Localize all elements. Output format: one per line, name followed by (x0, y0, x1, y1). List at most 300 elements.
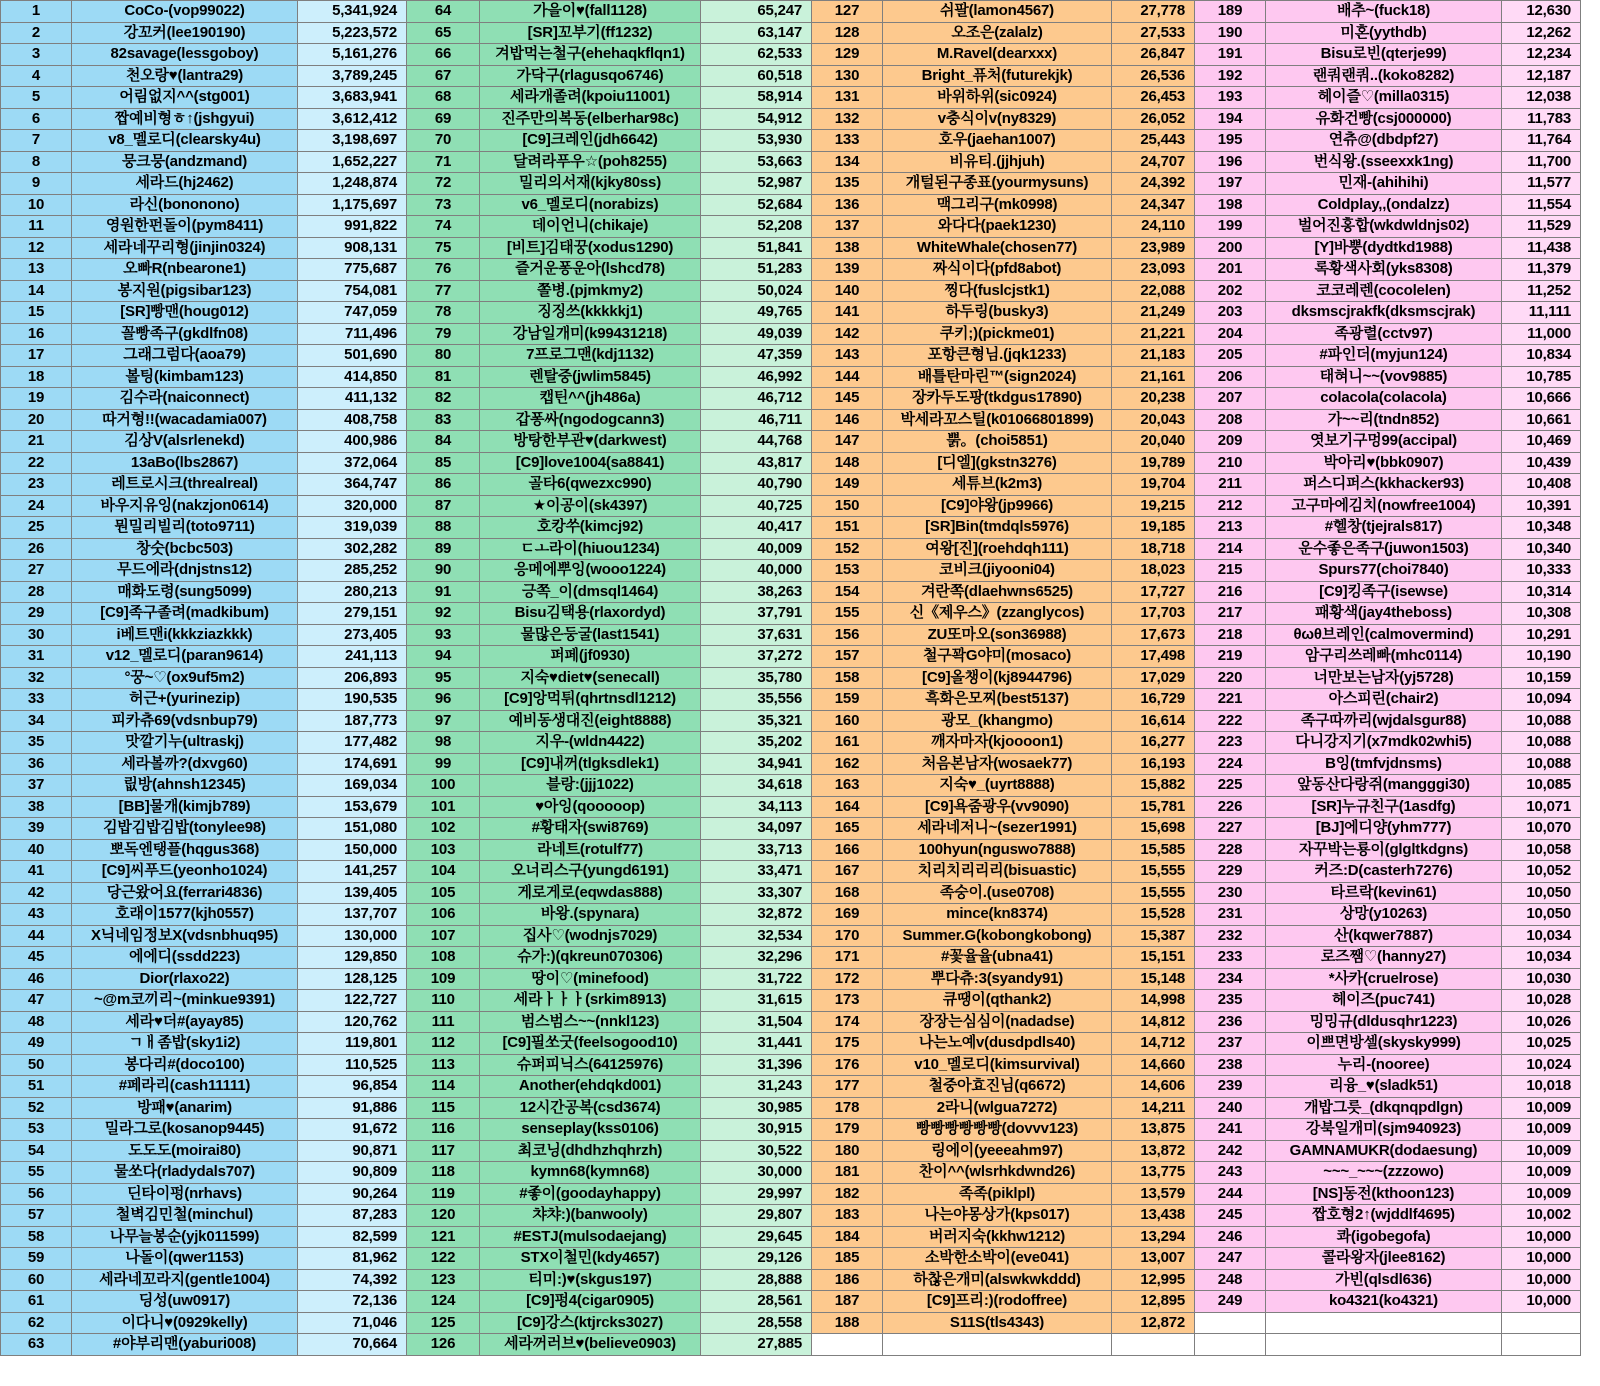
player-name-cell: 어림없지^^(stg001) (72, 87, 297, 108)
score-cell: 90,871 (298, 1141, 406, 1162)
score-cell: 141,257 (298, 861, 406, 882)
player-name-cell: M.Ravel(dearxxx) (883, 44, 1111, 65)
rank-cell: 102 (407, 818, 479, 839)
rank-cell: 20 (1, 410, 71, 431)
score-cell: 10,002 (1502, 1205, 1580, 1226)
rank-cell: 234 (1195, 969, 1265, 990)
rank-cell: 132 (812, 109, 882, 130)
score-cell: 11,529 (1502, 216, 1580, 237)
score-cell: 91,886 (298, 1098, 406, 1119)
player-name-cell: 찡다(fuslcjstk1) (883, 281, 1111, 302)
rank-cell: 53 (1, 1119, 71, 1140)
score-cell: 908,131 (298, 238, 406, 259)
score-cell: 10,085 (1502, 775, 1580, 796)
rank-cell: 43 (1, 904, 71, 925)
player-name-cell: [C9]족구졸려(madkibum) (72, 603, 297, 624)
score-cell: 10,408 (1502, 474, 1580, 495)
score-cell: 47,359 (701, 345, 811, 366)
rank-cell: 38 (1, 797, 71, 818)
score-cell: 34,113 (701, 797, 811, 818)
player-name-cell: 랜쿼랜쿼..(koko8282) (1266, 66, 1501, 87)
rank-cell: 25 (1, 517, 71, 538)
rank-cell: 11 (1, 216, 71, 237)
score-cell: 14,606 (1112, 1076, 1194, 1097)
rank-cell: 228 (1195, 840, 1265, 861)
player-name-cell: 라신(bononono) (72, 195, 297, 216)
rank-cell: 143 (812, 345, 882, 366)
player-name-cell: 뭔밀리빌리(toto9711) (72, 517, 297, 538)
rank-cell: 169 (812, 904, 882, 925)
player-name-cell: 응메에뿌잉(wooo1224) (480, 560, 700, 581)
rank-cell: 9 (1, 173, 71, 194)
rank-cell: 244 (1195, 1184, 1265, 1205)
rank-cell: 206 (1195, 367, 1265, 388)
player-name-cell: 짜식이다(pfd8abot) (883, 259, 1111, 280)
player-name-cell: 집사♡(wodnjs7029) (480, 926, 700, 947)
score-cell: 130,000 (298, 926, 406, 947)
player-name-cell: 골타6(qwezxc990) (480, 474, 700, 495)
rank-cell: 145 (812, 388, 882, 409)
rank-cell: 175 (812, 1033, 882, 1054)
player-name-cell: Bisu김택용(rlaxordyd) (480, 603, 700, 624)
score-cell: 19,215 (1112, 496, 1194, 517)
rank-cell: 119 (407, 1184, 479, 1205)
player-name-cell: 빵빵빵빵빵빵(dovvv123) (883, 1119, 1111, 1140)
score-cell: 15,585 (1112, 840, 1194, 861)
rank-cell: 156 (812, 625, 882, 646)
score-cell: 10,661 (1502, 410, 1580, 431)
score-cell: 10,050 (1502, 904, 1580, 925)
rank-cell: 181 (812, 1162, 882, 1183)
player-name-cell: 천오랑♥(lantra29) (72, 66, 297, 87)
score-cell: 10,009 (1502, 1119, 1580, 1140)
player-name-cell: 세라개졸려(kpoiu11001) (480, 87, 700, 108)
score-cell: 241,113 (298, 646, 406, 667)
score-cell: 24,110 (1112, 216, 1194, 237)
score-cell: 110,525 (298, 1055, 406, 1076)
player-name-cell: 쉬팔(lamon4567) (883, 1, 1111, 22)
rank-cell: 49 (1, 1033, 71, 1054)
score-cell: 129,850 (298, 947, 406, 968)
rank-cell: 32 (1, 668, 71, 689)
rank-cell: 174 (812, 1012, 882, 1033)
rank-cell: 224 (1195, 754, 1265, 775)
rank-cell: 117 (407, 1141, 479, 1162)
player-name-cell: 미혼(yythdb) (1266, 23, 1501, 44)
score-cell: 46,712 (701, 388, 811, 409)
player-name-cell: 봉지원(pigsibar123) (72, 281, 297, 302)
score-cell: 10,088 (1502, 711, 1580, 732)
rank-cell: 3 (1, 44, 71, 65)
player-name-cell: [BB]물개(kimjb789) (72, 797, 297, 818)
rank-cell: 93 (407, 625, 479, 646)
score-cell: 12,262 (1502, 23, 1580, 44)
rank-cell: 193 (1195, 87, 1265, 108)
player-name-cell: 강남일개미(k99431218) (480, 324, 700, 345)
score-cell: 53,663 (701, 152, 811, 173)
score-cell: 11,000 (1502, 324, 1580, 345)
player-name-cell: 나는노예v(dusdpdls40) (883, 1033, 1111, 1054)
player-name-cell: 헤이즈(puc741) (1266, 990, 1501, 1011)
player-name-cell: 암구리쓰레빠(mhc0114) (1266, 646, 1501, 667)
score-cell: 10,159 (1502, 668, 1580, 689)
player-name-cell: 태혀니~~(vov9885) (1266, 367, 1501, 388)
score-cell: 1,175,697 (298, 195, 406, 216)
rank-cell: 31 (1, 646, 71, 667)
player-name-cell: 벌어진홍합(wkdwldnjs02) (1266, 216, 1501, 237)
rank-cell: 64 (407, 1, 479, 22)
score-cell: 49,039 (701, 324, 811, 345)
score-cell: 38,263 (701, 582, 811, 603)
player-name-cell: 찬이^^(wlsrhkdwnd26) (883, 1162, 1111, 1183)
score-cell: 10,071 (1502, 797, 1580, 818)
rank-cell: 125 (407, 1313, 479, 1334)
score-cell: 51,283 (701, 259, 811, 280)
player-name-cell: 신《제우스》(zzanglycos) (883, 603, 1111, 624)
rank-cell: 7 (1, 130, 71, 151)
player-name-cell: 범스범스~~(nnkl123) (480, 1012, 700, 1033)
rank-cell: 173 (812, 990, 882, 1011)
score-cell: 747,059 (298, 302, 406, 323)
player-name-cell: 바왕.(spynara) (480, 904, 700, 925)
rank-cell: 166 (812, 840, 882, 861)
player-name-cell: 긍쪽_이(dmsql1464) (480, 582, 700, 603)
score-cell: 400,986 (298, 431, 406, 452)
rank-cell: 192 (1195, 66, 1265, 87)
rank-cell: 167 (812, 861, 882, 882)
player-name-cell: 박아리♥(bbk0907) (1266, 453, 1501, 474)
player-name-cell: ~@m코끼리~(minkue9391) (72, 990, 297, 1011)
rank-cell: 202 (1195, 281, 1265, 302)
score-cell: 26,847 (1112, 44, 1194, 65)
player-name-cell: 매화도령(sung5099) (72, 582, 297, 603)
rank-cell: 183 (812, 1205, 882, 1226)
score-cell: 65,247 (701, 1, 811, 22)
rank-cell: 62 (1, 1313, 71, 1334)
score-cell: 90,809 (298, 1162, 406, 1183)
player-name-cell: 지숙♥_(uyrt8888) (883, 775, 1111, 796)
score-cell: 10,308 (1502, 603, 1580, 624)
score-cell: 15,528 (1112, 904, 1194, 925)
rank-cell: 114 (407, 1076, 479, 1097)
rank-cell: 86 (407, 474, 479, 495)
rank-cell: 150 (812, 496, 882, 517)
empty-cell (1195, 1313, 1265, 1334)
score-cell: 40,009 (701, 539, 811, 560)
rank-cell: 211 (1195, 474, 1265, 495)
player-name-cell: 소박한소박이(eve041) (883, 1248, 1111, 1269)
player-name-cell: 오너리스구(yungd6191) (480, 861, 700, 882)
player-name-cell: 광모_(khangmo) (883, 711, 1111, 732)
score-cell: 40,790 (701, 474, 811, 495)
score-cell: 279,151 (298, 603, 406, 624)
player-name-cell: 개밥그릇_(dkqnqpdlgn) (1266, 1098, 1501, 1119)
player-name-cell: 버러지숙(kkhw1212) (883, 1227, 1111, 1248)
player-name-cell: 피카츄69(vdsnbup79) (72, 711, 297, 732)
player-name-cell: [C9]씨푸드(yeonho1024) (72, 861, 297, 882)
score-cell: 31,615 (701, 990, 811, 1011)
score-cell: 3,683,941 (298, 87, 406, 108)
score-cell: 46,992 (701, 367, 811, 388)
rank-cell: 131 (812, 87, 882, 108)
score-cell: 150,000 (298, 840, 406, 861)
player-name-cell: Bisu로빈(qterje99) (1266, 44, 1501, 65)
rank-cell: 134 (812, 152, 882, 173)
player-name-cell: 연츄@(dbdpf27) (1266, 130, 1501, 151)
player-name-cell: 7프로그맨(kdj1132) (480, 345, 700, 366)
score-cell: 711,496 (298, 324, 406, 345)
player-name-cell: 영원한펀돌이(pym8411) (72, 216, 297, 237)
score-cell: 320,000 (298, 496, 406, 517)
player-name-cell: 물많은둥굴(last1541) (480, 625, 700, 646)
player-name-cell: 김상V(alsrlenekd) (72, 431, 297, 452)
player-name-cell: 따거형!!(wacadamia007) (72, 410, 297, 431)
rank-cell: 245 (1195, 1205, 1265, 1226)
score-cell: 58,914 (701, 87, 811, 108)
player-name-cell: [C9]욕줌광우(vv9090) (883, 797, 1111, 818)
rank-cell: 221 (1195, 689, 1265, 710)
player-name-cell: 세라꺼러브♥(believe0903) (480, 1334, 700, 1355)
rank-cell: 162 (812, 754, 882, 775)
player-name-cell: 바위하위(sic0924) (883, 87, 1111, 108)
rank-cell: 126 (407, 1334, 479, 1355)
rank-cell: 212 (1195, 496, 1265, 517)
score-cell: 35,780 (701, 668, 811, 689)
score-cell: 15,781 (1112, 797, 1194, 818)
score-cell: 120,762 (298, 1012, 406, 1033)
rank-cell: 128 (812, 23, 882, 44)
player-name-cell: ♥아잉(qooooop) (480, 797, 700, 818)
player-name-cell: mince(kn8374) (883, 904, 1111, 925)
rank-cell: 36 (1, 754, 71, 775)
rank-cell: 84 (407, 431, 479, 452)
player-name-cell: [비트]김태꿍(xodus1290) (480, 238, 700, 259)
player-name-cell: 타르락(kevin61) (1266, 883, 1501, 904)
rank-cell: 97 (407, 711, 479, 732)
score-cell: 35,202 (701, 732, 811, 753)
score-cell: 302,282 (298, 539, 406, 560)
player-name-cell: 세라ㅏㅏㅏ(srkim8913) (480, 990, 700, 1011)
score-cell: 16,193 (1112, 754, 1194, 775)
rank-cell: 47 (1, 990, 71, 1011)
rank-cell: 190 (1195, 23, 1265, 44)
player-name-cell: 블랑:(jjj1022) (480, 775, 700, 796)
player-name-cell: GAMNAMUKR(dodaesung) (1266, 1141, 1501, 1162)
player-name-cell: 패황색(jay4theboss) (1266, 603, 1501, 624)
player-name-cell: #좋이(goodayhappy) (480, 1184, 700, 1205)
score-cell: 24,707 (1112, 152, 1194, 173)
rank-cell: 242 (1195, 1141, 1265, 1162)
rank-cell: 95 (407, 668, 479, 689)
rank-cell: 130 (812, 66, 882, 87)
score-cell: 31,396 (701, 1055, 811, 1076)
rank-cell: 216 (1195, 582, 1265, 603)
rank-cell: 227 (1195, 818, 1265, 839)
player-name-cell: 13aBo(lbs2867) (72, 453, 297, 474)
player-name-cell: [디엘](gkstn3276) (883, 453, 1111, 474)
player-name-cell: [C9]야왕(jp9966) (883, 496, 1111, 517)
player-name-cell: 예비동생대진(eight8888) (480, 711, 700, 732)
empty-cell (1112, 1334, 1194, 1355)
player-name-cell: [C9]강스(ktjrcks3027) (480, 1313, 700, 1334)
rank-cell: 113 (407, 1055, 479, 1076)
player-name-cell: 봉다리#(doco100) (72, 1055, 297, 1076)
rank-cell: 249 (1195, 1291, 1265, 1312)
player-name-cell: 나는야몽상가(kps017) (883, 1205, 1111, 1226)
rank-cell: 209 (1195, 431, 1265, 452)
score-cell: 10,034 (1502, 947, 1580, 968)
score-cell: 13,007 (1112, 1248, 1194, 1269)
rank-cell: 91 (407, 582, 479, 603)
score-cell: 62,533 (701, 44, 811, 65)
rank-cell: 149 (812, 474, 882, 495)
player-name-cell: #야부리맨(yaburi008) (72, 1334, 297, 1355)
player-name-cell: 철구꽉G야미(mosaco) (883, 646, 1111, 667)
score-cell: 11,252 (1502, 281, 1580, 302)
rank-cell: 26 (1, 539, 71, 560)
rank-cell: 154 (812, 582, 882, 603)
rank-cell: 157 (812, 646, 882, 667)
rank-cell: 207 (1195, 388, 1265, 409)
rank-cell: 237 (1195, 1033, 1265, 1054)
player-name-cell: 물쏘다(rladydals707) (72, 1162, 297, 1183)
score-cell: 10,834 (1502, 345, 1580, 366)
score-cell: 10,009 (1502, 1098, 1580, 1119)
rank-cell: 87 (407, 496, 479, 517)
score-cell: 40,000 (701, 560, 811, 581)
rank-cell: 106 (407, 904, 479, 925)
player-name-cell: Another(ehdqkd001) (480, 1076, 700, 1097)
player-name-cell: 장장는심심이(nadadse) (883, 1012, 1111, 1033)
rank-cell: 139 (812, 259, 882, 280)
rank-cell: 5 (1, 87, 71, 108)
player-name-cell: 장카두도팡(tkdgus17890) (883, 388, 1111, 409)
player-name-cell: 배틀탄마린™(sign2024) (883, 367, 1111, 388)
rank-cell: 218 (1195, 625, 1265, 646)
player-name-cell: [C9]프리:)(rodoffree) (883, 1291, 1111, 1312)
score-cell: 10,000 (1502, 1291, 1580, 1312)
score-cell: 10,070 (1502, 818, 1580, 839)
rank-cell: 208 (1195, 410, 1265, 431)
score-cell: 10,088 (1502, 732, 1580, 753)
score-cell: 11,379 (1502, 259, 1580, 280)
score-cell: 10,000 (1502, 1270, 1580, 1291)
player-name-cell: 2라니(wlgua7272) (883, 1098, 1111, 1119)
score-cell: 12,038 (1502, 87, 1580, 108)
rank-cell: 178 (812, 1098, 882, 1119)
rank-cell: 42 (1, 883, 71, 904)
score-cell: 28,558 (701, 1313, 811, 1334)
score-cell: 13,775 (1112, 1162, 1194, 1183)
score-cell: 13,872 (1112, 1141, 1194, 1162)
score-cell: 40,725 (701, 496, 811, 517)
rank-cell: 40 (1, 840, 71, 861)
player-name-cell: 딘타이펑(nrhavs) (72, 1184, 297, 1205)
rank-cell: 155 (812, 603, 882, 624)
score-cell: 11,111 (1502, 302, 1580, 323)
score-cell: 12,895 (1112, 1291, 1194, 1312)
player-name-cell: [NS]동전(kthoon123) (1266, 1184, 1501, 1205)
score-cell: 10,088 (1502, 754, 1580, 775)
rank-cell: 142 (812, 324, 882, 345)
empty-cell (1195, 1334, 1265, 1355)
player-name-cell: 나돌이(qwer1153) (72, 1248, 297, 1269)
rank-cell: 4 (1, 66, 71, 87)
player-name-cell: θωθ브레인(calmovermind) (1266, 625, 1501, 646)
rank-cell: 239 (1195, 1076, 1265, 1097)
player-name-cell: 겨밥먹는철구(ehehaqkflqn1) (480, 44, 700, 65)
rank-cell: 164 (812, 797, 882, 818)
player-name-cell: 창숫(bcbc503) (72, 539, 297, 560)
player-name-cell: 나무늘봉순(yjk011599) (72, 1227, 297, 1248)
player-name-cell: 캡틴^^(jh486a) (480, 388, 700, 409)
player-name-cell: dksmscjrakfk(dksmscjrak) (1266, 302, 1501, 323)
player-name-cell: X닉네임정보X(vdsnbhuq95) (72, 926, 297, 947)
rank-cell: 146 (812, 410, 882, 431)
rank-cell: 247 (1195, 1248, 1265, 1269)
score-cell: 25,443 (1112, 130, 1194, 151)
player-name-cell: #꽃율율(ubna41) (883, 947, 1111, 968)
score-cell: 11,554 (1502, 195, 1580, 216)
player-name-cell: 비유티.(jjhjuh) (883, 152, 1111, 173)
player-name-cell: ZU또마오(son36988) (883, 625, 1111, 646)
rank-cell: 122 (407, 1248, 479, 1269)
rank-cell: 210 (1195, 453, 1265, 474)
rank-cell: 73 (407, 195, 479, 216)
score-cell: 280,213 (298, 582, 406, 603)
rank-cell: 196 (1195, 152, 1265, 173)
rank-cell: 59 (1, 1248, 71, 1269)
player-name-cell: 족광렬(cctv97) (1266, 324, 1501, 345)
rank-cell: 172 (812, 969, 882, 990)
rank-cell: 96 (407, 689, 479, 710)
score-cell: 46,711 (701, 410, 811, 431)
player-name-cell: ㄱㅐ좀밥(sky1i2) (72, 1033, 297, 1054)
score-cell: 10,348 (1502, 517, 1580, 538)
rank-cell: 24 (1, 496, 71, 517)
player-name-cell: Dior(rlaxo22) (72, 969, 297, 990)
rank-cell: 77 (407, 281, 479, 302)
score-cell: 13,294 (1112, 1227, 1194, 1248)
rank-cell: 81 (407, 367, 479, 388)
score-cell: 11,764 (1502, 130, 1580, 151)
player-name-cell: STX이철민(kdy4657) (480, 1248, 700, 1269)
player-name-cell: 세라♥더#(ayay85) (72, 1012, 297, 1033)
score-cell: 13,438 (1112, 1205, 1194, 1226)
score-cell: 11,438 (1502, 238, 1580, 259)
player-name-cell: 쿠키;)(pickme01) (883, 324, 1111, 345)
score-cell: 23,989 (1112, 238, 1194, 259)
score-cell: 206,893 (298, 668, 406, 689)
rank-cell: 37 (1, 775, 71, 796)
player-name-cell: 유화건빵(csj000000) (1266, 109, 1501, 130)
rank-cell: 220 (1195, 668, 1265, 689)
player-name-cell: 김밥김밥김밥(tonylee98) (72, 818, 297, 839)
player-name-cell: 뽀독엔탱플(hqgus368) (72, 840, 297, 861)
player-name-cell: #페라리(cash11111) (72, 1076, 297, 1097)
score-cell: 10,340 (1502, 539, 1580, 560)
player-name-cell: 와다다(paek1230) (883, 216, 1111, 237)
score-cell: 27,778 (1112, 1, 1194, 22)
rank-cell: 99 (407, 754, 479, 775)
score-cell: 22,088 (1112, 281, 1194, 302)
score-cell: 30,522 (701, 1141, 811, 1162)
rank-cell: 105 (407, 883, 479, 904)
player-name-cell: 세라네꾸리형(jinjin0324) (72, 238, 297, 259)
score-cell: 15,882 (1112, 775, 1194, 796)
score-cell: 60,518 (701, 66, 811, 87)
player-name-cell: 포항큰형님.(jqk1233) (883, 345, 1111, 366)
